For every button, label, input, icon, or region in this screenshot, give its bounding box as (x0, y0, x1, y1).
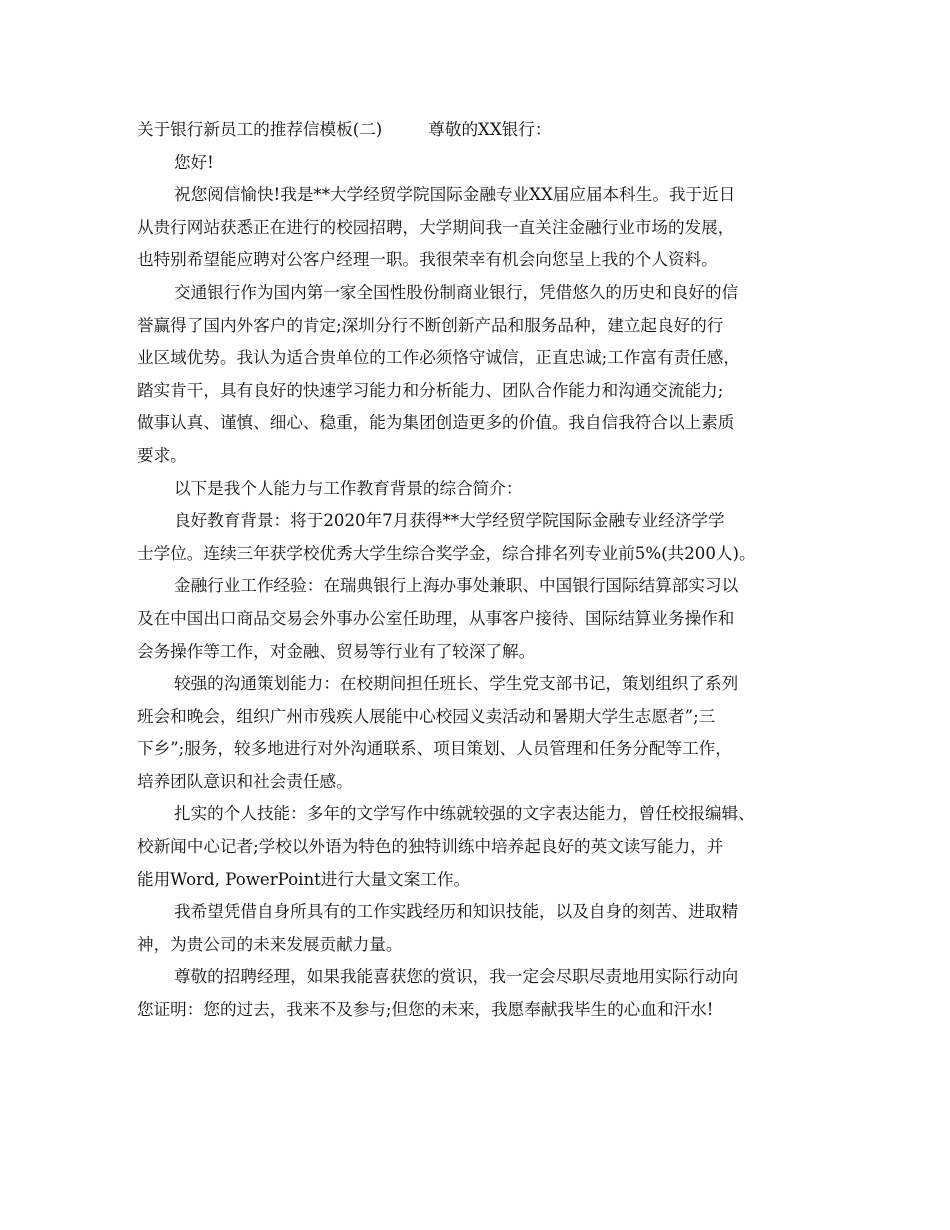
paragraph-line: 要求。 (137, 445, 187, 465)
paragraph-line: 能用Word, PowerPoint进行大量文案工作。 (137, 869, 471, 889)
paragraph-line: 做事认真、谨慎、细心、稳重，能为集团创造更多的价值。我自信我符合以上素质 (137, 413, 735, 433)
paragraph (137, 798, 817, 896)
paragraph-line: 您证明：您的过去，我来不及参与;但您的未来，我愿奉献我毕生的心血和汗水! (137, 1000, 714, 1020)
paragraph-line: 及在中国出口商品交易会外事办公室任助理，从事客户接待、国际结算业务操作和 (137, 608, 735, 628)
paragraph-line: 我希望凭借自身所具有的工作实践经历和知识技能，以及自身的刻苦、进取精 (174, 902, 739, 922)
paragraph (137, 896, 817, 961)
paragraph-line: 校新闻中心记者;学校以外语为特色的独特训练中培养起良好的英文读写能力，并 (137, 837, 724, 857)
letter-page (137, 114, 817, 1027)
paragraph-line: 士学位。连续三年获学校优秀大学生综合奖学金，综合排名列专业前5%(共200人)。 (137, 543, 756, 563)
paragraph-line: 较强的沟通策划能力：在校期间担任班长、学生党支部书记，策划组织了系列 (174, 674, 739, 694)
paragraph-line: 也特别希望能应聘对公客户经理一职。我很荣幸有机会向您呈上我的个人资料。 (137, 250, 718, 270)
greeting: 您好! (174, 152, 214, 172)
paragraph-line: 良好教育背景：将于2020年7月获得**大学经贸学院国际金融专业经济学学 (174, 511, 725, 531)
paragraph-line: 扎实的个人技能：多年的文学写作中练就较强的文字表达能力，曾任校报编辑、 (174, 804, 755, 824)
paragraph (137, 668, 817, 798)
paragraph-line: 祝您阅信愉快!我是**大学经贸学院国际金融专业XX届应届本科生。我于近日 (174, 185, 736, 205)
paragraph (137, 277, 817, 473)
paragraph-line: 培养团队意识和社会责任感。 (137, 771, 353, 791)
paragraph-line: 业区域优势。我认为适合贵单位的工作必须恪守诚信，正直忠诚;工作富有责任感， (137, 348, 740, 368)
paragraph-line: 金融行业工作经验：在瑞典银行上海办事处兼职、中国银行国际结算部实习以 (174, 576, 739, 596)
paragraph (137, 505, 817, 570)
paragraph (137, 570, 817, 668)
paragraph (137, 961, 817, 1026)
paragraph (137, 179, 817, 277)
paragraph-line: 下乡”;服务，较多地进行对外沟通联系、项目策划、人员管理和任务分配等工作， (137, 739, 732, 759)
paragraph-line: 从贵行网站获悉正在进行的校园招聘，大学期间我一直关注金融行业市场的发展， (137, 217, 735, 237)
paragraph-line: 踏实肯干，具有良好的快速学习能力和分析能力、团队合作能力和沟通交流能力; (137, 380, 724, 400)
paragraph-line: 会务操作等工作，对金融、贸易等行业有了较深了解。 (137, 641, 536, 661)
paragraph-line: 班会和晚会，组织广州市残疾人展能中心校园义卖活动和暑期大学生志愿者”;三 (137, 706, 716, 726)
document-title: 关于银行新员工的推荐信模板(二) (137, 120, 383, 139)
title-line (137, 114, 817, 147)
paragraph-line: 尊敬的招聘经理，如果我能喜获您的赏识，我一定会尽职尽责地用实际行动向 (174, 967, 739, 987)
paragraph-line: 誉赢得了国内外客户的肯定;深圳分行不断创新产品和服务品种，建立起良好的行 (137, 315, 724, 335)
paragraph-line: 神，为贵公司的未来发展贡献力量。 (137, 934, 403, 954)
paragraph-line: 以下是我个人能力与工作教育背景的综合简介： (174, 478, 523, 498)
letter-body (137, 179, 817, 1026)
paragraph (137, 473, 817, 506)
paragraph-line: 交通银行作为国内第一家全国性股份制商业银行，凭借悠久的历史和良好的信 (174, 282, 739, 302)
salutation-recipient: 尊敬的XX银行： (428, 120, 552, 139)
